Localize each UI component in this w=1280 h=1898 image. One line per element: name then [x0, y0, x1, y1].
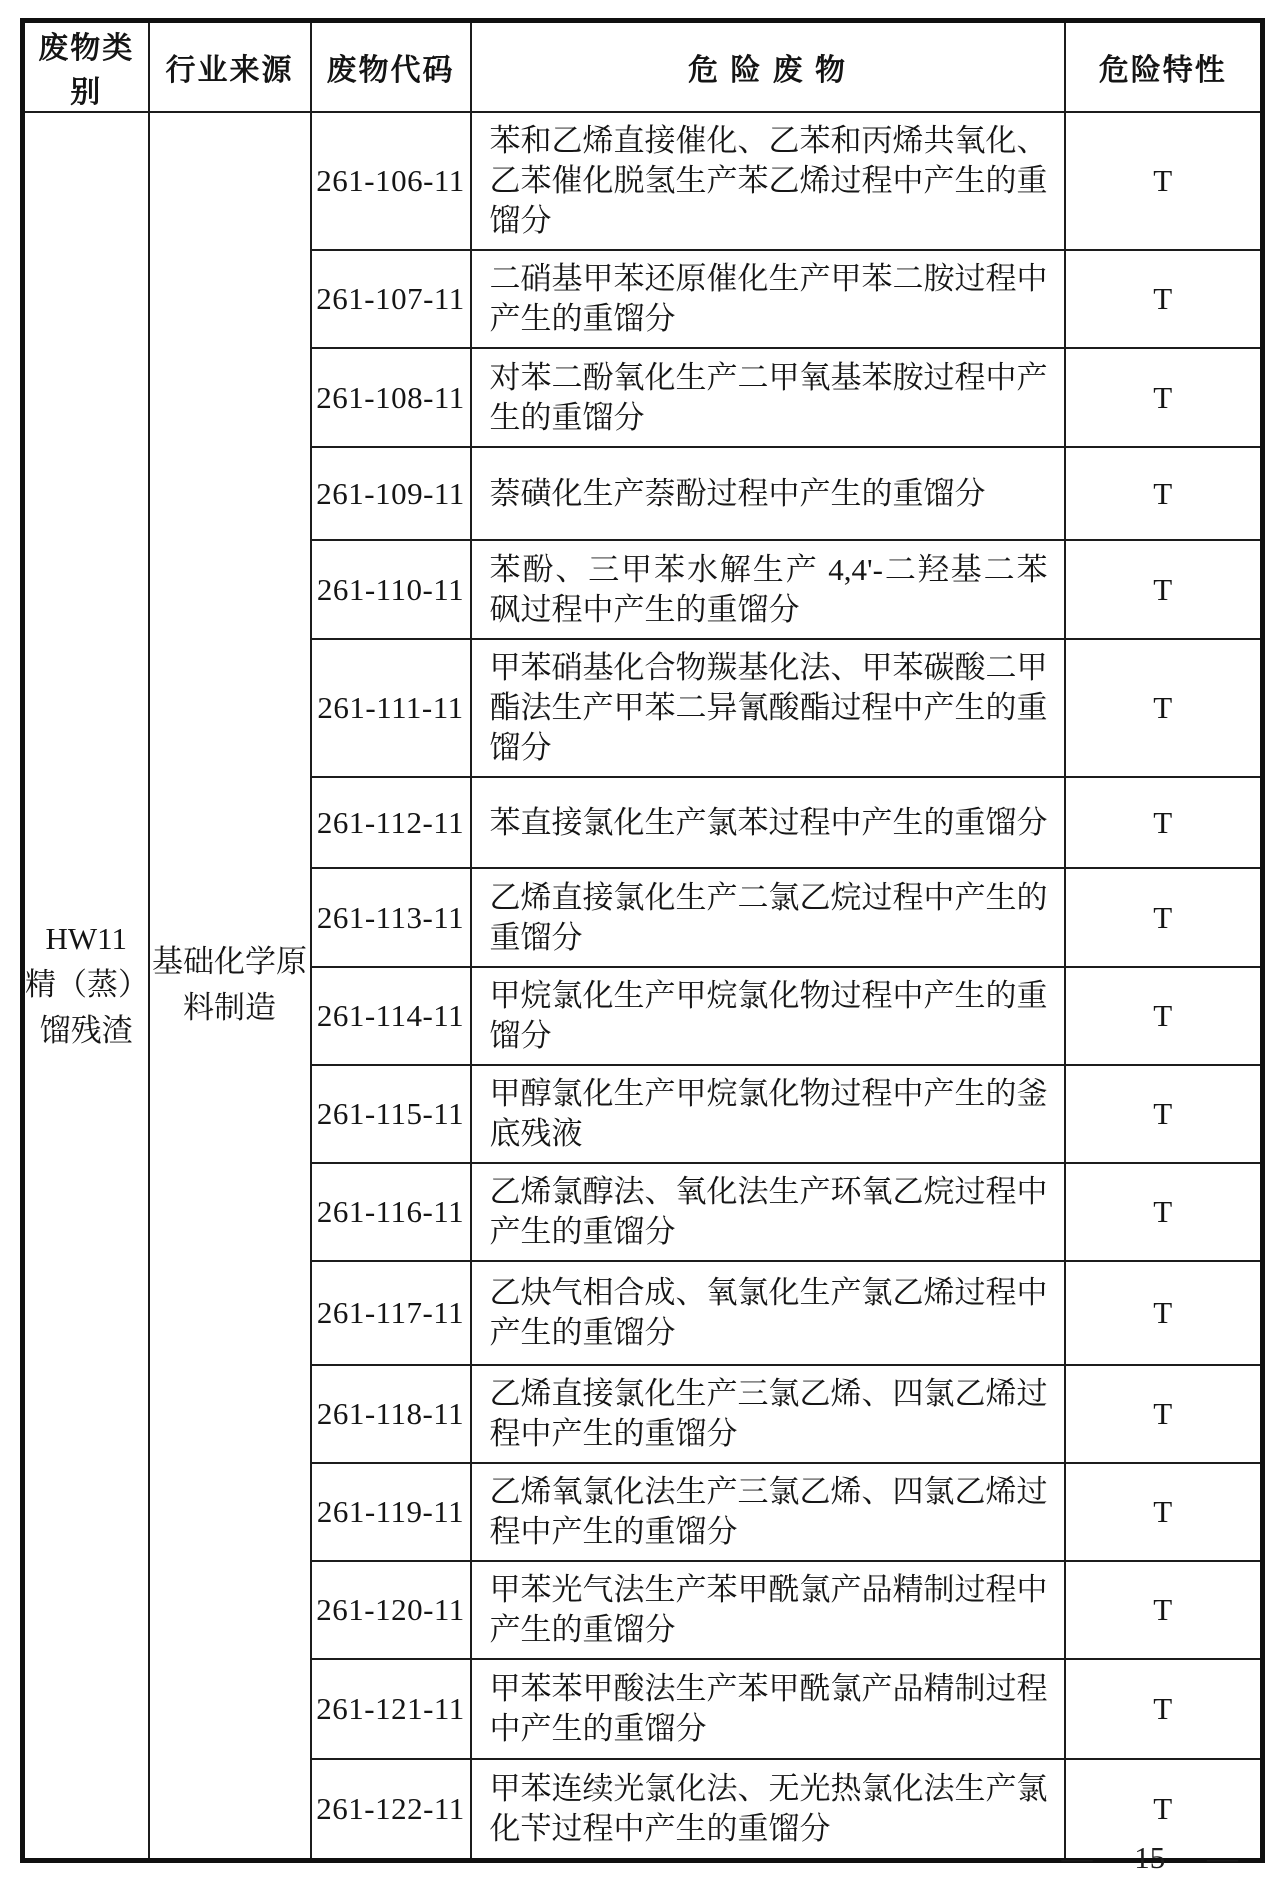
hazard-characteristic: T [1065, 777, 1263, 868]
hazard-characteristic: T [1065, 1659, 1263, 1759]
waste-category-line: HW11 [45, 921, 127, 957]
waste-description: 乙烯氧氯化法生产三氯乙烯、四氯乙烯过程中产生的重馏分 [471, 1463, 1065, 1561]
waste-description: 甲苯连续光氯化法、无光热氯化法生产氯化苄过程中产生的重馏分 [471, 1759, 1065, 1860]
hazardous-waste-table [20, 18, 1265, 1863]
hazard-characteristic: T [1065, 868, 1263, 967]
waste-description: 乙烯直接氯化生产二氯乙烷过程中产生的重馏分 [471, 868, 1065, 967]
waste-category-cell [23, 112, 149, 1860]
col-header-hazardous-waste: 危 险 废 物 [471, 21, 1065, 113]
waste-code: 261-119-11 [311, 1463, 471, 1561]
waste-code: 261-116-11 [311, 1163, 471, 1261]
hazard-characteristic: T [1065, 250, 1263, 348]
industry-source-line: 料制造 [183, 990, 276, 1026]
waste-description: 乙炔气相合成、氧氯化生产氯乙烯过程中产生的重馏分 [471, 1261, 1065, 1365]
col-header-hazard-characteristic: 危险特性 [1065, 21, 1263, 113]
waste-description: 萘磺化生产萘酚过程中产生的重馏分 [471, 447, 1065, 540]
waste-description: 甲苯硝基化合物羰基化法、甲苯碳酸二甲酯法生产甲苯二异氰酸酯过程中产生的重馏分 [471, 639, 1065, 777]
table-header [23, 21, 1263, 113]
waste-category-line: 精（蒸） [25, 967, 149, 1003]
waste-description: 对苯二酚氧化生产二甲氧基苯胺过程中产生的重馏分 [471, 348, 1065, 447]
waste-code: 261-122-11 [311, 1759, 471, 1860]
hazard-characteristic: T [1065, 967, 1263, 1065]
hazard-characteristic: T [1065, 348, 1263, 447]
waste-code: 261-108-11 [311, 348, 471, 447]
header-row [23, 21, 1263, 113]
waste-description: 苯和乙烯直接催化、乙苯和丙烯共氧化、乙苯催化脱氢生产苯乙烯过程中产生的重馏分 [471, 112, 1065, 250]
hazard-characteristic: T [1065, 1261, 1263, 1365]
waste-code: 261-110-11 [311, 540, 471, 639]
hazard-characteristic: T [1065, 112, 1263, 250]
hazard-characteristic: T [1065, 1365, 1263, 1463]
page-number: — 15 — [1061, 1840, 1238, 1875]
waste-code: 261-120-11 [311, 1561, 471, 1659]
col-header-industry-source: 行业来源 [149, 21, 311, 113]
waste-category-line: 馏残渣 [39, 1013, 133, 1049]
hazard-characteristic: T [1065, 1759, 1263, 1860]
waste-description: 甲苯光气法生产苯甲酰氯产品精制过程中产生的重馏分 [471, 1561, 1065, 1659]
waste-code: 261-115-11 [311, 1065, 471, 1163]
waste-code: 261-107-11 [311, 250, 471, 348]
waste-description: 乙烯氯醇法、氧化法生产环氧乙烷过程中产生的重馏分 [471, 1163, 1065, 1261]
col-header-waste-code: 废物代码 [311, 21, 471, 113]
waste-description: 苯酚、三甲苯水解生产 4,4'-二羟基二苯砜过程中产生的重馏分 [471, 540, 1065, 639]
waste-code: 261-121-11 [311, 1659, 471, 1759]
waste-description: 乙烯直接氯化生产三氯乙烯、四氯乙烯过程中产生的重馏分 [471, 1365, 1065, 1463]
waste-description: 二硝基甲苯还原催化生产甲苯二胺过程中产生的重馏分 [471, 250, 1065, 348]
waste-description: 甲醇氯化生产甲烷氯化物过程中产生的釜底残液 [471, 1065, 1065, 1163]
col-header-waste-category: 废物类别 [23, 21, 149, 113]
waste-description: 甲烷氯化生产甲烷氯化物过程中产生的重馏分 [471, 967, 1065, 1065]
waste-code: 261-117-11 [311, 1261, 471, 1365]
waste-code: 261-106-11 [311, 112, 471, 250]
hazard-characteristic: T [1065, 1561, 1263, 1659]
waste-code: 261-118-11 [311, 1365, 471, 1463]
waste-description: 甲苯苯甲酸法生产苯甲酰氯产品精制过程中产生的重馏分 [471, 1659, 1065, 1759]
industry-source-cell [149, 112, 311, 1860]
table-body [23, 112, 1263, 1860]
hazard-characteristic: T [1065, 540, 1263, 639]
page-footer [1062, 1840, 1239, 1876]
hazard-characteristic: T [1065, 447, 1263, 540]
hazard-characteristic: T [1065, 1163, 1263, 1261]
waste-code: 261-114-11 [311, 967, 471, 1065]
hazard-characteristic: T [1065, 1065, 1263, 1163]
waste-code: 261-111-11 [311, 639, 471, 777]
waste-code: 261-109-11 [311, 447, 471, 540]
waste-code: 261-113-11 [311, 868, 471, 967]
table-row [23, 112, 1263, 250]
waste-code: 261-112-11 [311, 777, 471, 868]
hazard-characteristic: T [1065, 1463, 1263, 1561]
industry-source-line: 基础化学原 [152, 944, 307, 980]
waste-description: 苯直接氯化生产氯苯过程中产生的重馏分 [471, 777, 1065, 868]
hazard-characteristic: T [1065, 639, 1263, 777]
